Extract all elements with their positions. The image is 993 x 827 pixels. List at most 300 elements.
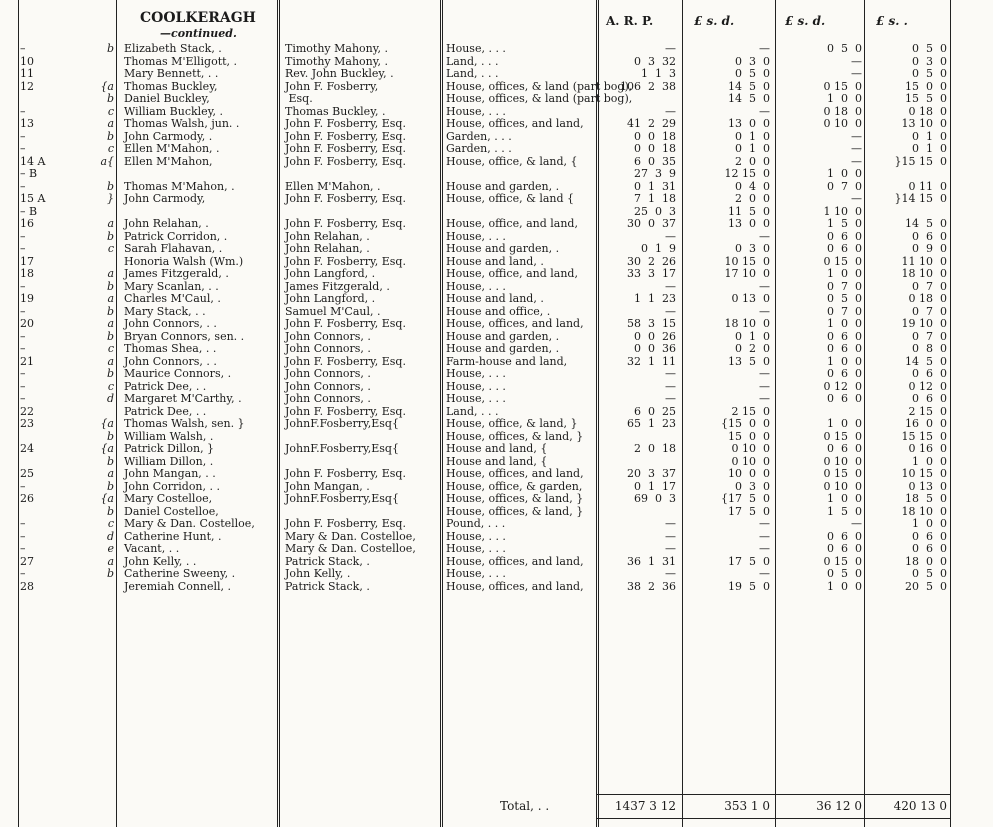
- land-value: 18 10 0: [724, 317, 770, 330]
- land-value: 13 0 0: [728, 117, 770, 130]
- continued-label: —continued.: [160, 27, 237, 40]
- total-land: 353 1 0: [724, 799, 770, 813]
- table-row: [0, 81, 993, 106]
- description: House, . . .: [446, 104, 506, 118]
- land-value: —: [759, 392, 770, 405]
- area: 106 2 38: [620, 79, 676, 93]
- occupier: Patrick Dillon, } William Dillon, .: [124, 442, 215, 468]
- occupier: Mary & Dan. Costelloe,: [124, 517, 255, 530]
- description: House and land, { House and land, {: [446, 442, 548, 468]
- lessor: John Connors, .: [285, 329, 371, 343]
- total-value: 0 6 0: [912, 367, 947, 380]
- description: Land, . . .: [446, 404, 499, 418]
- total-value: 16 0 0 15 15 0: [901, 417, 947, 443]
- description: House and garden, .: [446, 179, 560, 193]
- table-row: [0, 568, 993, 581]
- total-value: 0 1 0: [912, 129, 947, 143]
- description: House, offices, and land,: [446, 554, 584, 568]
- lessor: John Kelly, .: [285, 567, 351, 580]
- total-value: 18 10 0: [901, 267, 947, 280]
- lot-number: 20: [20, 317, 34, 330]
- area: 0 0 18: [634, 142, 676, 155]
- buildings-value: 0 18 0: [823, 104, 862, 118]
- lessor: Rev. John Buckley, .: [285, 67, 394, 80]
- buildings-value: 0 6 0: [827, 542, 862, 555]
- area: 30 2 26: [627, 254, 676, 268]
- total-value: 14 5 0: [905, 217, 947, 230]
- occupier: Maurice Connors, .: [124, 367, 232, 380]
- sub-letter: a: [107, 354, 114, 368]
- area: 1 1 23: [634, 292, 676, 305]
- buildings-value: —: [851, 54, 862, 68]
- sub-letter: b: [106, 479, 114, 493]
- lot-number: –: [20, 104, 26, 118]
- occupier: Patrick Dee, . .: [124, 379, 207, 393]
- description: Pound, . . .: [446, 517, 506, 530]
- buildings-value: 1 5 0: [827, 217, 862, 230]
- description: House, offices, and land,: [446, 117, 584, 130]
- sub-letter: d: [106, 529, 114, 543]
- total-value: 20 5 0: [905, 579, 947, 593]
- land-value: 2 0 0 11 5 0: [728, 192, 770, 218]
- lessor: Samuel M'Caul, .: [285, 304, 381, 318]
- description: House, . . .: [446, 529, 506, 543]
- occupier: Thomas Walsh, sen. } William Walsh, .: [124, 417, 245, 443]
- occupier: Jeremiah Connell, .: [124, 579, 232, 593]
- occupier: Mary Bennett, . .: [124, 67, 219, 80]
- lot-number: –: [20, 379, 26, 393]
- buildings-value: 0 6 0: [827, 392, 862, 405]
- sub-letter: b: [106, 129, 114, 143]
- lot-number: 25: [20, 467, 34, 480]
- sub-letter: b: [106, 304, 114, 318]
- description: House, . . .: [446, 567, 506, 580]
- land-value: 0 4 0: [735, 179, 770, 193]
- area: —: [665, 279, 676, 293]
- description: House, . . .: [446, 379, 506, 393]
- lessor: John Connors, .: [285, 367, 371, 380]
- table-row: [0, 581, 993, 594]
- sub-letter: c: [107, 242, 114, 255]
- lot-number: –: [20, 392, 26, 405]
- area: —: [665, 104, 676, 118]
- area: —: [665, 392, 676, 405]
- sub-letter: a: [107, 467, 114, 480]
- table-row: [0, 243, 993, 256]
- buildings-value: 0 10 0: [823, 117, 862, 130]
- buildings-value: 0 6 0: [827, 529, 862, 543]
- buildings-value: 0 7 0: [827, 179, 862, 193]
- total-value: 0 6 0: [912, 392, 947, 405]
- occupier: Thomas Shea, . .: [124, 342, 217, 355]
- area: 38 2 36: [627, 579, 676, 593]
- lessor: John F. Fosberry, Esq.: [285, 317, 406, 330]
- description: House, . . .: [446, 229, 506, 243]
- land-value: 17 5 0: [728, 554, 770, 568]
- description: Farm-house and land,: [446, 354, 568, 368]
- occupier: Charles M'Caul, .: [124, 292, 221, 305]
- sub-letter: c: [107, 379, 114, 393]
- land-value: 0 13 0: [731, 292, 770, 305]
- total-value: }15 15 0: [894, 154, 947, 168]
- total-value: }14 15 0: [894, 192, 947, 205]
- area: 6 0 35 27 3 9: [634, 154, 676, 180]
- table-row: [0, 368, 993, 381]
- land-value: 0 1 0: [735, 142, 770, 155]
- area-header: A. R. P.: [606, 14, 654, 28]
- lessor: Timothy Mahony, .: [285, 42, 388, 55]
- description: House and land, .: [446, 292, 544, 305]
- occupier: Mary Stack, . .: [124, 304, 206, 318]
- lot-number: 21: [20, 354, 34, 368]
- occupier: Mary Scanlan, . .: [124, 279, 219, 293]
- sub-letter: b: [106, 329, 114, 343]
- land-value: 0 3 0: [735, 479, 770, 493]
- area: —: [665, 517, 676, 530]
- sub-letter: a: [107, 217, 114, 230]
- lot-number: –: [20, 279, 26, 293]
- buildings-value: —: [851, 67, 862, 80]
- total-value: 0 3 0: [912, 54, 947, 68]
- occupier: John Connors, . .: [124, 354, 217, 368]
- land-value: —: [759, 42, 770, 55]
- lessor: JohnF.Fosberry,Esq{: [285, 417, 399, 430]
- total-value: 0 11 0: [908, 179, 947, 193]
- buildings-value: 0 6 0: [827, 229, 862, 243]
- occupier: John Corridon, . .: [124, 479, 221, 493]
- land-value: —: [759, 517, 770, 530]
- land-value: 0 1 0: [735, 129, 770, 143]
- area: 0 0 18: [634, 129, 676, 143]
- area: 0 1 31: [634, 179, 676, 193]
- lessor: John F. Fosberry, Esq.: [285, 192, 406, 205]
- area: —: [665, 367, 676, 380]
- land-value: —: [759, 229, 770, 243]
- land-value: —: [759, 529, 770, 543]
- buildings-value: 0 5 0: [827, 42, 862, 55]
- land-value: 13 5 0: [728, 354, 770, 368]
- lessor: Patrick Stack, .: [285, 579, 370, 593]
- land-value: {17 5 0 17 5 0: [721, 492, 770, 518]
- occupier: John Relahan, .: [124, 217, 209, 230]
- table-row: [0, 293, 993, 306]
- sub-letter: a: [107, 292, 114, 305]
- occupier: Ellen M'Mahon,: [124, 154, 213, 168]
- occupier: Vacant, . .: [124, 542, 180, 555]
- description: House and office, .: [446, 304, 551, 318]
- total-value: 18 5 0 18 10 0: [901, 492, 947, 518]
- land-value: —: [759, 304, 770, 318]
- description: Garden, . . .: [446, 129, 512, 143]
- buildings-value: 0 10 0: [823, 479, 862, 493]
- occupier: James Fitzgerald, .: [124, 267, 229, 280]
- description: House, office, & garden,: [446, 479, 583, 493]
- lessor: John F. Fosberry, Esq.: [285, 117, 406, 130]
- lot-number: –: [20, 242, 26, 255]
- sub-letter: {a b: [100, 79, 114, 105]
- description: House, office, and land,: [446, 267, 578, 280]
- buildings-value: 1 0 0: [827, 354, 862, 368]
- land-value: —: [759, 379, 770, 393]
- lessor: John F. Fosberry, Esq.: [285, 217, 406, 230]
- buildings-value: — 1 0 0: [827, 154, 862, 180]
- table-row: [0, 343, 993, 356]
- area: 1 1 3: [641, 67, 676, 80]
- description: House, offices, & land (part bog), House, offices, & land (part bog),: [446, 79, 633, 105]
- area: —: [665, 529, 676, 543]
- occupier: John Mangan, . .: [124, 467, 216, 480]
- occupier: Margaret M'Carthy, .: [124, 392, 242, 405]
- total-value: 11 10 0: [901, 254, 947, 268]
- land-value: —: [759, 567, 770, 580]
- sub-letter: a: [107, 554, 114, 568]
- lessor: John Langford, .: [285, 267, 376, 280]
- area: —: [665, 304, 676, 318]
- area: 36 1 31: [627, 554, 676, 568]
- total-value: 0 13 0: [908, 479, 947, 493]
- land-value: {15 0 0 15 0 0: [721, 417, 770, 443]
- valuation-rows: [0, 43, 993, 593]
- occupier: Thomas Walsh, jun. .: [124, 117, 240, 130]
- buildings-value: 0 7 0: [827, 304, 862, 318]
- description: House, . . .: [446, 367, 506, 380]
- area: —: [665, 542, 676, 555]
- description: House and garden, .: [446, 329, 560, 343]
- buildings-value: 0 7 0: [827, 279, 862, 293]
- occupier: Bryan Connors, sen. .: [124, 329, 245, 343]
- sub-letter: b: [106, 367, 114, 380]
- total-rule-top: [596, 794, 950, 795]
- total-area: 1437 3 12: [614, 799, 676, 813]
- area: 2 0 18: [634, 442, 676, 455]
- land-value: —: [759, 279, 770, 293]
- lessor: John Connors, .: [285, 379, 371, 393]
- total-rule-bottom: [596, 818, 950, 819]
- lot-number: 17: [20, 254, 34, 268]
- total-value: 0 7 0: [912, 329, 947, 343]
- land-value: 0 10 0 0 10 0: [731, 442, 770, 468]
- area: 0 1 9: [641, 242, 676, 255]
- description: House, offices, & land, } House, offices, & land, }: [446, 492, 584, 518]
- land-value-header: £ s. d.: [694, 14, 735, 28]
- table-row: [0, 268, 993, 281]
- total-value: 0 18 0: [908, 292, 947, 305]
- land-value: 0 2 0: [735, 342, 770, 355]
- area: 0 0 36: [634, 342, 676, 355]
- land-value: —: [759, 542, 770, 555]
- sub-letter: b: [106, 279, 114, 293]
- sub-letter: c: [107, 104, 114, 118]
- buildings-value: —: [851, 129, 862, 143]
- total-value: 13 10 0: [901, 117, 947, 130]
- lot-number: –: [20, 479, 26, 493]
- table-row: [0, 443, 993, 468]
- lot-number: 16: [20, 217, 34, 230]
- lot-number: –: [20, 42, 26, 55]
- lot-number: –: [20, 529, 26, 543]
- lessor: John F. Fosberry, Esq.: [285, 517, 406, 530]
- lot-number: 24: [20, 442, 34, 455]
- description: House, . . .: [446, 542, 506, 555]
- occupier: John Carmody,: [124, 192, 206, 205]
- buildings-value: 1 0 0: [827, 267, 862, 280]
- lessor: James Fitzgerald, .: [285, 279, 390, 293]
- total-value: 0 9 0: [912, 242, 947, 255]
- occupier: Ellen M'Mahon, .: [124, 142, 220, 155]
- sub-letter: a: [107, 317, 114, 330]
- lot-number: –: [20, 367, 26, 380]
- buildings-value: 0 6 0: [827, 329, 862, 343]
- area: —: [665, 42, 676, 55]
- land-value: 19 5 0: [728, 579, 770, 593]
- lessor: JohnF.Fosberry,Esq{: [285, 492, 399, 505]
- lessor: John F. Fosberry, Esq.: [285, 142, 406, 155]
- land-value: 0 5 0: [735, 67, 770, 80]
- sub-letter: c: [107, 142, 114, 155]
- table-row: [0, 68, 993, 81]
- buildings-value: 0 6 0 0 10 0: [823, 442, 862, 468]
- buildings-value: 0 6 0: [827, 242, 862, 255]
- lessor: John Connors, .: [285, 342, 371, 355]
- description: House, . . .: [446, 279, 506, 293]
- land-value: 0 1 0: [735, 329, 770, 343]
- lot-number: 23: [20, 417, 34, 430]
- sub-letter: b: [106, 42, 114, 55]
- description: House, offices, and land,: [446, 467, 584, 480]
- total-value: 0 16 0 1 0 0: [908, 442, 947, 468]
- description: Land, . . .: [446, 54, 499, 68]
- buildings-value: 0 6 0: [827, 367, 862, 380]
- occupier: Patrick Corridon, .: [124, 229, 228, 243]
- buildings-value: 1 0 0: [827, 579, 862, 593]
- occupier: Thomas M'Elligott, .: [124, 54, 238, 68]
- lot-number: –: [20, 517, 26, 530]
- buildings-value: 0 5 0: [827, 292, 862, 305]
- area: 0 1 17: [634, 479, 676, 493]
- sub-letter: {a b: [100, 492, 114, 518]
- buildings-value: 0 6 0: [827, 342, 862, 355]
- sub-letter: d: [106, 392, 114, 405]
- table-row: [0, 193, 993, 218]
- area: 0 3 32: [634, 54, 676, 68]
- buildings-value: —: [851, 142, 862, 155]
- buildings-value-header: £ s. d.: [785, 14, 826, 28]
- area: 6 0 25: [634, 404, 676, 418]
- occupier: John Connors, . .: [124, 317, 217, 330]
- lot-number: 27: [20, 554, 34, 568]
- land-value: 14 5 0 14 5 0: [728, 79, 770, 105]
- total-value: 2 15 0: [908, 404, 947, 418]
- area: 30 0 37: [627, 217, 676, 230]
- description: House, . . .: [446, 42, 506, 55]
- lessor: Ellen M'Mahon, .: [285, 179, 381, 193]
- land-value: 0 3 0: [735, 54, 770, 68]
- lot-number: 13: [20, 117, 34, 130]
- lessor: Mary & Dan. Costelloe,: [285, 542, 416, 555]
- area: —: [665, 229, 676, 243]
- area: 0 0 26: [634, 329, 676, 343]
- lessor: John F. Fosberry, Esq.: [285, 79, 379, 105]
- lessor: John F. Fosberry, Esq.: [285, 254, 406, 268]
- buildings-value: 0 15 0: [823, 467, 862, 480]
- occupier: Sarah Flahavan, .: [124, 242, 223, 255]
- sub-letter: {a b: [100, 417, 114, 443]
- occupier: Catherine Sweeny, .: [124, 567, 236, 580]
- lot-number: 19: [20, 292, 34, 305]
- townland-heading: COOLKERAGH: [140, 10, 256, 26]
- table-row: [0, 393, 993, 406]
- buildings-value: 0 12 0: [823, 379, 862, 393]
- description: Land, . . .: [446, 67, 499, 80]
- lot-number: 12: [20, 79, 34, 93]
- total-label: Total, . .: [500, 799, 550, 813]
- lessor: Thomas Buckley, .: [285, 104, 386, 118]
- lot-number: –: [20, 129, 26, 143]
- lot-number: 11: [20, 67, 34, 80]
- occupier: Honoria Walsh (Wm.): [124, 254, 244, 268]
- lot-number: 28: [20, 579, 34, 593]
- buildings-value: —: [851, 517, 862, 530]
- buildings-value: — 1 10 0: [823, 192, 862, 218]
- land-value: 2 15 0: [731, 404, 770, 418]
- description: House, office, & land {: [446, 192, 575, 205]
- occupier: William Buckley, .: [124, 104, 223, 118]
- total-value: 0 5 0: [912, 567, 947, 580]
- sub-letter: e: [107, 542, 114, 555]
- lessor: Mary & Dan. Costelloe,: [285, 529, 416, 543]
- occupier: Patrick Dee, . .: [124, 404, 207, 418]
- lot-number: –: [20, 179, 26, 193]
- sub-letter: a: [107, 117, 114, 130]
- area: 32 1 11: [627, 354, 676, 368]
- buildings-value: 1 0 0: [827, 317, 862, 330]
- total-total: 420 13 0: [893, 799, 947, 813]
- lessor: Patrick Stack, .: [285, 554, 370, 568]
- sub-letter: c: [107, 342, 114, 355]
- lessor: John F. Fosberry, Esq.: [285, 467, 406, 480]
- area: 33 3 17: [627, 267, 676, 280]
- buildings-value: 0 15 0: [823, 554, 862, 568]
- total-value: 10 15 0: [901, 467, 947, 480]
- total-value-header: £ s. .: [876, 14, 908, 28]
- total-value: 0 12 0: [908, 379, 947, 393]
- land-value: 17 10 0: [724, 267, 770, 280]
- lessor: JohnF.Fosberry,Esq{: [285, 442, 399, 455]
- total-value: 0 5 0: [912, 42, 947, 55]
- total-value: 18 0 0: [905, 554, 947, 568]
- area: —: [665, 567, 676, 580]
- total-value: 1 0 0: [912, 517, 947, 530]
- table-row: [0, 543, 993, 556]
- table-row: [0, 493, 993, 518]
- occupier: John Carmody, .: [124, 129, 213, 143]
- table-row: [0, 156, 993, 181]
- sub-letter: a{: [100, 154, 114, 168]
- total-value: 0 7 0: [912, 279, 947, 293]
- lot-number: –: [20, 342, 26, 355]
- sub-letter: b: [106, 179, 114, 193]
- description: House, . . .: [446, 392, 506, 405]
- total-value: 15 0 0 15 5 0: [905, 79, 947, 105]
- lessor: John F. Fosberry, Esq.: [285, 129, 406, 143]
- total-value: 0 7 0: [912, 304, 947, 318]
- lessor: Timothy Mahony, .: [285, 54, 388, 68]
- lessor: John Langford, .: [285, 292, 376, 305]
- sub-letter: b: [106, 229, 114, 243]
- buildings-value: 1 0 0 0 15 0: [823, 417, 862, 443]
- occupier: John Kelly, . .: [124, 554, 197, 568]
- sub-letter: b: [106, 567, 114, 580]
